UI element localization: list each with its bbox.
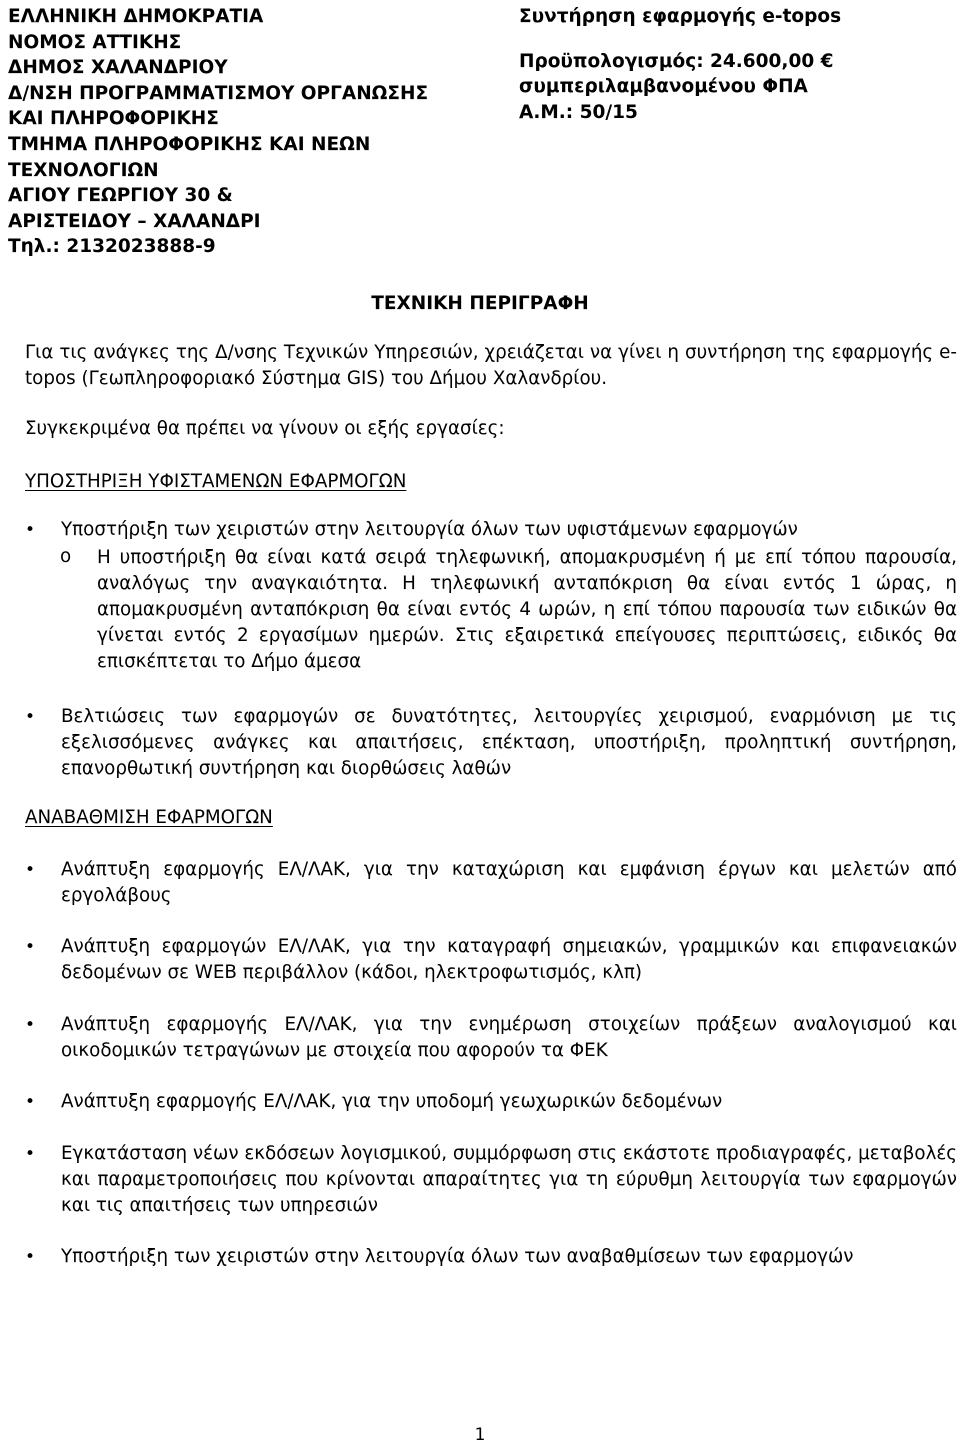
section-heading-upgrade: ΑΝΑΒΑΘΜΙΣΗ ΕΦΑΡΜΟΓΩΝ [25,807,273,828]
budget-vat-note: συμπεριλαμβανομένου ΦΠΑ [519,76,808,98]
issuer-block [8,4,508,260]
list-item: Ανάπτυξη εφαρμογής ΕΛ/ΛΑΚ, για την ενημέρωση στοιχείων πράξεων αναλογισμού και οικοδομικών τετραγώνων με στοιχεία που αφορούν τα ΦΕΚ [61,1014,957,1061]
issuer-line: Τηλ.: 2132023888-9 [8,236,216,258]
issuer-line: ΚΑΙ ΠΛΗΡΟΦΟΡΙΚΗΣ [8,108,219,130]
project-am: Α.Μ.: 50/15 [519,101,638,123]
list-item: Εγκατάσταση νέων εκδόσεων λογισμικού, συμμόρφωση στις εκάστοτε προδιαγραφές, μεταβολές και παραμετροποιήσεις που κρίνονται απαραίτητες για τη εύρυθμη λειτουργία των εφαρμογών και τις απαιτήσεις των υπηρεσιών [61,1143,957,1216]
bullet-icon: • [25,937,36,957]
project-block [519,4,949,125]
bullet-icon: • [25,860,36,880]
issuer-line: ΤΜΗΜΑ ΠΛΗΡΟΦΟΡΙΚΗΣ ΚΑΙ ΝΕΩΝ [8,133,371,155]
sub-bullet-icon: o [60,546,72,567]
issuer-line: ΔΗΜΟΣ ΧΑΛΑΝΔΡΙΟΥ [8,57,228,79]
list-item: Ανάπτυξη εφαρμογών ΕΛ/ΛΑΚ, για την καταγραφή σημειακών, γραμμικών και επιφανειακών δεδομένων σε WEB περιβάλλον (κάδοι, ηλεκτροφωτισμός, κλπ) [61,936,957,983]
budget-amount: Προϋπολογισμός: 24.600,00 € [519,50,834,72]
bullet-icon: • [25,707,36,727]
project-title: Συντήρηση εφαρμογής e-topos [519,6,842,27]
issuer-line: ΤΕΧΝΟΛΟΓΙΩΝ [8,159,159,181]
page-number: 1 [474,1425,486,1445]
bullet-icon: • [25,1015,36,1035]
intro-paragraph: Για τις ανάγκες της Δ/νσης Τεχνικών Υπηρεσιών, χρειάζεται να γίνει η συντήρηση της εφαρμογής e-topos (Γεωπληροφοριακό Σύστημα GIS) του Δήμου Χαλανδρίου. [25,342,957,389]
bullet-icon: • [25,1092,36,1112]
list-item: Βελτιώσεις των εφαρμογών σε δυνατότητες, λειτουργίες χειρισμού, εναρμόνιση με τις εξελισσόμενες ανάγκες και απαιτήσεις, επέκταση, υποστήριξη, προληπτική συντήρηση, επανορθωτική συντήρηση και διορθώσεις λαθών [61,706,957,779]
issuer-line: ΑΡΙΣΤΕΙΔΟΥ – ΧΑΛΑΝΔΡΙ [8,210,261,232]
bullet-icon: • [25,1144,36,1164]
issuer-line: ΕΛΛΗΝΙΚΗ ΔΗΜΟΚΡΑΤΙΑ [8,6,264,27]
document-title: ΤΕΧΝΙΚΗ ΠΕΡΙΓΡΑΦΗ [371,293,589,314]
list-item: Υποστήριξη των χειριστών στην λειτουργία όλων των αναβαθμίσεων των εφαρμογών [61,1246,854,1267]
issuer-line: ΑΓΙΟΥ ΓΕΩΡΓΙΟΥ 30 & [8,185,233,207]
section-heading-support: ΥΠΟΣΤΗΡΙΞΗ ΥΦΙΣΤΑΜΕΝΩΝ ΕΦΑΡΜΟΓΩΝ [25,471,407,492]
list-item: Ανάπτυξη εφαρμογής ΕΛ/ΛΑΚ, για την υποδομή γεωχωρικών δεδομένων [61,1091,723,1112]
sub-list-item: Η υποστήριξη θα είναι κατά σειρά τηλεφωνική, απομακρυσμένη ή με επί τόπου παρουσία, αναλόγως την αναγκαιότητα. Η τηλεφωνική ανταπόκριση θα είναι εντός 1 ώρας, η απομακρυσμένη ανταπόκριση θα είναι εντός 4 ωρών, η επί τόπου παρουσία των ειδικών θα γίνεται εντός 2 εργασίμων ημερών. Στις εξαιρετικά επείγουσες περιπτώσεις, ειδικός θα επισκέπτεται το Δήμο άμεσα [97,547,957,672]
list-item: Ανάπτυξη εφαρμογής ΕΛ/ΛΑΚ, για την καταχώριση και εμφάνιση έργων και μελετών από εργολάβους [61,859,957,906]
list-item: Υποστήριξη των χειριστών στην λειτουργία όλων των υφιστάμενων εφαρμογών [61,519,798,540]
issuer-line: Δ/ΝΣΗ ΠΡΟΓΡΑΜΜΑΤΙΣΜΟΥ ΟΡΓΑΝΩΣΗΣ [8,82,429,104]
bullet-icon: • [25,1247,36,1267]
issuer-line: ΝΟΜΟΣ ΑΤΤΙΚΗΣ [8,31,182,53]
bullet-icon: • [25,520,36,540]
tasks-intro: Συγκεκριμένα θα πρέπει να γίνουν οι εξής εργασίες: [25,418,505,439]
